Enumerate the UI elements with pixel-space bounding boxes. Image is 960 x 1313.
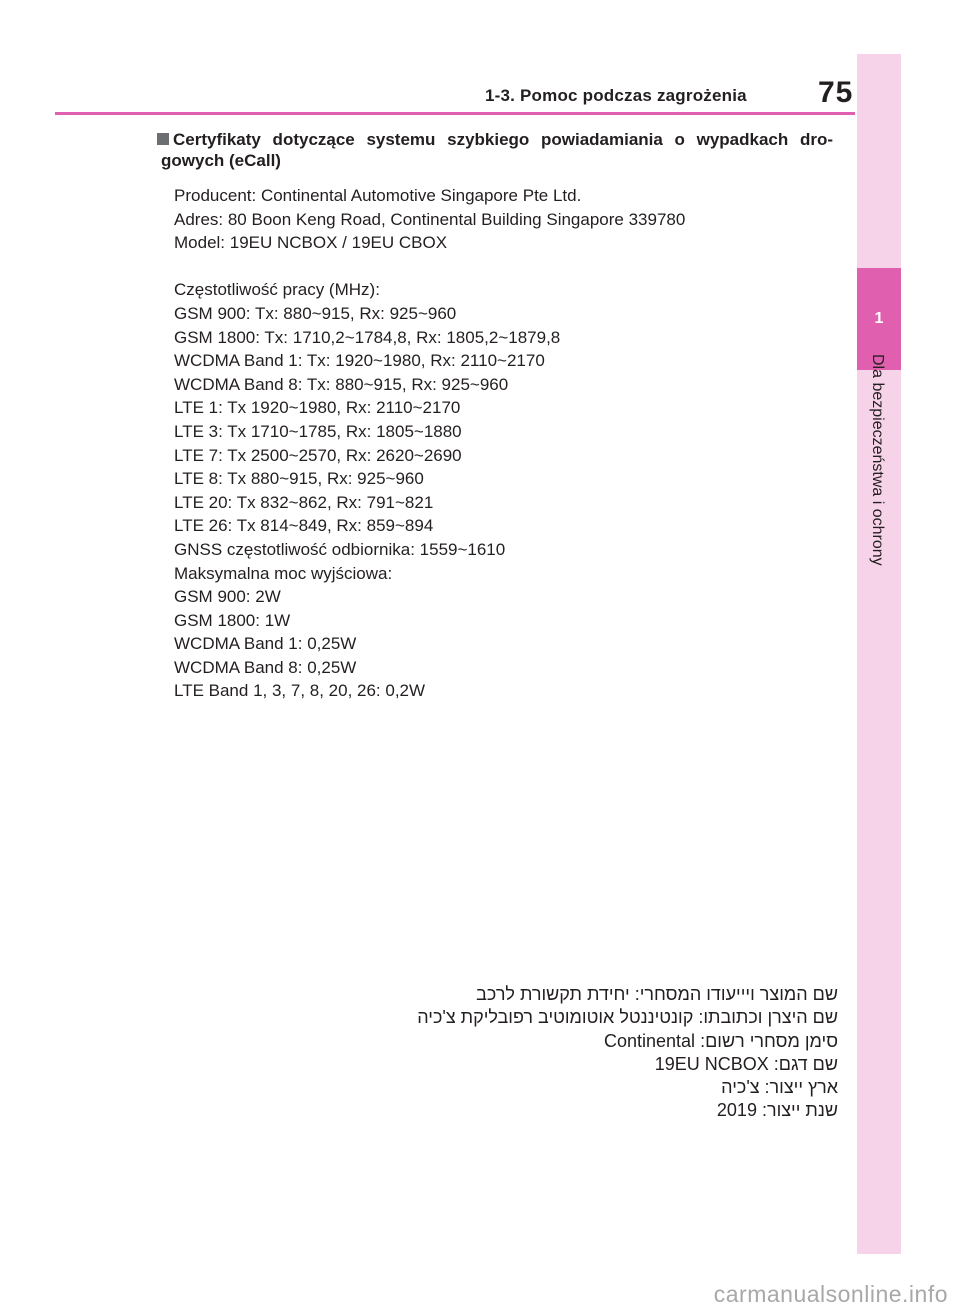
spec-line: WCDMA Band 8: 0,25W xyxy=(174,657,357,677)
spec-line: LTE 20: Tx 832~862, Rx: 791~821 xyxy=(174,492,434,512)
spec-line: LTE Band 1, 3, 7, 8, 20, 26: 0,2W xyxy=(174,681,426,701)
spec-line: Maksymalna moc wyjściowa: xyxy=(174,563,393,583)
spec-line: Częstotliwość pracy (MHz): xyxy=(174,280,380,300)
spec-line: LTE 1: Tx 1920~1980, Rx: 2110~2170 xyxy=(174,398,461,418)
spec-line: GSM 1800: 1W xyxy=(174,610,291,630)
square-bullet-icon xyxy=(157,133,169,145)
side-tab xyxy=(857,54,901,1254)
spec-line: LTE 26: Tx 814~849, Rx: 859~894 xyxy=(174,516,434,536)
spec-line: GSM 900: 2W xyxy=(174,587,281,607)
spec-line: Model: 19EU NCBOX / 19EU CBOX xyxy=(174,233,448,253)
spec-line: WCDMA Band 1: Tx: 1920~1980, Rx: 2110~2170 xyxy=(174,351,545,371)
hebrew-line: שם המוצר ויייעודו המסחרי: יחידת תקשורת לרכב xyxy=(476,984,838,1004)
spec-line: LTE 3: Tx 1710~1785, Rx: 1805~1880 xyxy=(174,421,462,441)
heading-text-1: Certyfikaty dotyczące systemu szybkiego powiadamiania o wypadkach dro- xyxy=(173,130,833,149)
header-rule xyxy=(55,112,855,115)
spec-line: LTE 7: Tx 2500~2570, Rx: 2620~2690 xyxy=(174,445,462,465)
spec-line: WCDMA Band 1: 0,25W xyxy=(174,634,357,654)
spec-line: GSM 1800: Tx: 1710,2~1784,8, Rx: 1805,2~1879,8 xyxy=(174,327,561,347)
section-title: 1-3. Pomoc podczas zagrożenia xyxy=(485,86,747,105)
spec-line: LTE 8: Tx 880~915, Rx: 925~960 xyxy=(174,469,424,489)
page-number: 75 xyxy=(818,76,854,109)
heading-line-1 xyxy=(157,129,833,150)
hebrew-certification-block xyxy=(417,983,838,1123)
spec-line: WCDMA Band 8: Tx: 880~915, Rx: 925~960 xyxy=(174,374,509,394)
heading-line-2: gowych (eCall) xyxy=(161,151,281,170)
hebrew-line: שם דגם: 19EU NCBOX xyxy=(654,1053,838,1074)
spec-gap xyxy=(174,255,685,279)
chapter-number-tab: 1 xyxy=(857,268,901,370)
section-heading xyxy=(157,129,833,171)
hebrew-line: סימן מסחרי רשום: Continental xyxy=(603,1030,838,1051)
spec-line: Producent: Continental Automotive Singapore Pte Ltd. xyxy=(174,186,582,205)
spec-line: GNSS częstotliwość odbiornika: 1559~1610 xyxy=(174,539,506,559)
hebrew-line: שם היצרן וכתובתו: קונטיננטל אוטומוטיב רפובליקת צ'כיה xyxy=(417,1007,838,1028)
spec-block xyxy=(174,184,685,703)
hebrew-line: ארץ ייצור: צ'כיה xyxy=(721,1077,838,1098)
spec-line: Adres: 80 Boon Keng Road, Continental Building Singapore 339780 xyxy=(174,209,686,229)
hebrew-line: שנת ייצור: 2019 xyxy=(716,1100,838,1121)
watermark: carmanualsonline.info xyxy=(713,1281,948,1307)
spec-line: GSM 900: Tx: 880~915, Rx: 925~960 xyxy=(174,303,457,323)
chapter-title-vertical: Dla bezpieczeństwa i ochrony xyxy=(869,354,886,566)
